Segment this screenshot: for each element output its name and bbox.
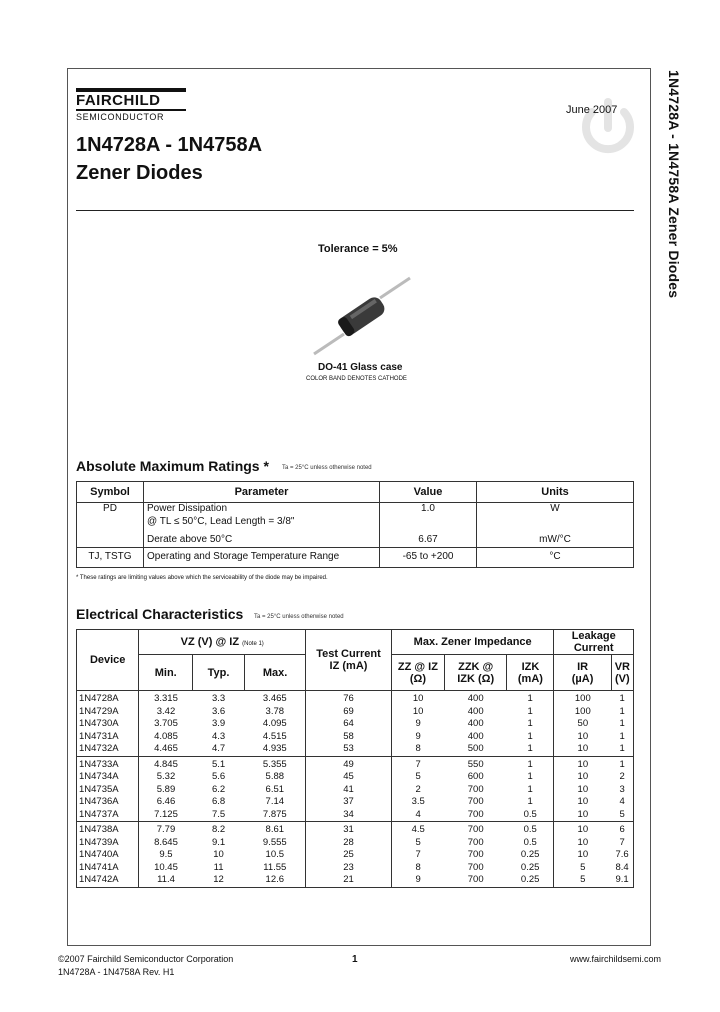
logo-mid-bar bbox=[76, 109, 186, 111]
ir-unit: (µA) bbox=[571, 672, 594, 685]
value-cell: 2 bbox=[611, 771, 633, 784]
value-cell: 10 bbox=[577, 796, 589, 807]
value-cell: 5.32 bbox=[156, 771, 176, 782]
col-impedance-group: Max. Zener Impedance bbox=[391, 630, 554, 655]
value-cell: 8 bbox=[415, 861, 421, 873]
package-note: COLOR BAND DENOTES CATHODE bbox=[306, 376, 407, 382]
value-cell: 8.61 bbox=[245, 822, 306, 837]
value-cell: 9 bbox=[415, 730, 421, 742]
table-row bbox=[77, 862, 634, 875]
value-cell: 4.095 bbox=[245, 718, 306, 731]
value-cell: -65 to +200 bbox=[380, 548, 477, 568]
header-divider bbox=[76, 210, 634, 211]
device-cell: 1N4735A bbox=[77, 784, 139, 797]
footer-page-number: 1 bbox=[352, 954, 358, 965]
symbol-cell: PD bbox=[77, 503, 144, 516]
value-cell bbox=[380, 516, 477, 529]
izk-unit: (mA) bbox=[517, 672, 543, 685]
value-cell: 700 bbox=[467, 836, 484, 848]
value-cell: 23 bbox=[306, 862, 392, 875]
value-cell: 10 bbox=[554, 756, 611, 771]
value-cell: 1 bbox=[611, 706, 633, 719]
value-cell: 9.1 bbox=[211, 836, 226, 848]
fairchild-logo bbox=[76, 88, 186, 122]
value-cell: 3 bbox=[611, 784, 633, 797]
value-cell: 0.25 bbox=[507, 874, 554, 887]
value-cell: 28 bbox=[306, 837, 392, 850]
value-cell: 1 bbox=[611, 731, 633, 744]
value-cell: 1 bbox=[507, 731, 554, 744]
value-cell: 5.89 bbox=[156, 783, 176, 795]
col-parameter: Parameter bbox=[144, 482, 380, 503]
date-label: June 2007 bbox=[566, 104, 618, 116]
value-cell: 400 bbox=[467, 718, 484, 729]
package-label: DO-41 Glass case bbox=[318, 362, 403, 373]
table-row bbox=[77, 771, 634, 784]
logo-text-top: FAIRCHILD bbox=[76, 92, 161, 109]
vr-unit: (V) bbox=[615, 672, 630, 685]
value-cell: 4.7 bbox=[211, 743, 226, 754]
value-cell: 7 bbox=[391, 756, 444, 771]
table-row bbox=[77, 822, 634, 837]
table-row bbox=[77, 706, 634, 719]
device-cell: 1N4731A bbox=[77, 731, 139, 744]
value-cell: 64 bbox=[306, 718, 392, 731]
col-zz bbox=[391, 655, 444, 691]
value-cell: 10 bbox=[577, 730, 589, 742]
table-row bbox=[77, 743, 634, 756]
page-title: 1N4728A - 1N4758A bbox=[76, 134, 263, 156]
abs-ratings-heading: Absolute Maximum Ratings * bbox=[76, 458, 269, 474]
value-cell: 1 bbox=[507, 756, 554, 771]
value-cell: 9.555 bbox=[245, 837, 306, 850]
value-cell: 6.67 bbox=[380, 529, 477, 548]
value-cell: 21 bbox=[306, 874, 392, 887]
col-leakage-group: Leakage Current bbox=[554, 630, 634, 655]
value-cell: 5 bbox=[611, 809, 633, 822]
value-cell: 11.55 bbox=[245, 862, 306, 875]
value-cell: 6 bbox=[611, 822, 633, 837]
footer-website: www.fairchildsemi.com bbox=[570, 954, 662, 964]
value-cell: 7 bbox=[611, 837, 633, 850]
value-cell: 12.6 bbox=[245, 874, 306, 887]
col-zzk bbox=[444, 655, 506, 691]
zz-label: ZZ @ IZ bbox=[397, 660, 438, 673]
value-cell: 37 bbox=[306, 796, 392, 809]
value-cell: 6.46 bbox=[156, 796, 176, 807]
units-cell: W bbox=[477, 503, 634, 516]
table-row bbox=[77, 809, 634, 822]
diode-illustration bbox=[312, 276, 412, 356]
value-cell: 9.1 bbox=[611, 874, 633, 887]
value-cell: 1 bbox=[611, 691, 633, 706]
value-cell: 5.88 bbox=[245, 771, 306, 784]
value-cell: 10 bbox=[554, 822, 611, 837]
value-cell: 10 bbox=[577, 783, 589, 795]
footer-docref: 1N4728A - 1N4758A Rev. H1 bbox=[58, 967, 175, 977]
col-value: Value bbox=[380, 482, 477, 503]
value-cell: 1 bbox=[507, 718, 554, 731]
value-cell: 0.5 bbox=[507, 822, 554, 837]
value-cell: 10 bbox=[577, 836, 589, 848]
device-cell: 1N4734A bbox=[77, 771, 139, 784]
table-row bbox=[77, 756, 634, 771]
value-cell: 4.465 bbox=[154, 743, 178, 754]
symbol-cell bbox=[77, 529, 144, 548]
table-row bbox=[77, 874, 634, 887]
value-cell: 4.515 bbox=[245, 731, 306, 744]
parameter-cell: Operating and Storage Temperature Range bbox=[144, 548, 380, 568]
value-cell: 0.5 bbox=[507, 809, 554, 822]
value-cell: 5.1 bbox=[193, 756, 245, 771]
value-cell: 7.5 bbox=[211, 808, 226, 820]
vz-label: VZ (V) @ IZ bbox=[180, 636, 240, 648]
col-izk bbox=[507, 655, 554, 691]
ir-label: IR bbox=[577, 660, 589, 673]
parameter-cell: Power Dissipation bbox=[144, 503, 380, 516]
value-cell: 1 bbox=[507, 784, 554, 797]
value-cell: 2 bbox=[415, 783, 421, 795]
device-cell: 1N4736A bbox=[77, 796, 139, 809]
value-cell: 49 bbox=[306, 756, 392, 771]
value-cell: 4.935 bbox=[245, 743, 306, 756]
value-cell: 9 bbox=[391, 874, 444, 887]
value-cell: 6.8 bbox=[211, 796, 226, 807]
value-cell: 31 bbox=[306, 822, 392, 837]
value-cell: 700 bbox=[467, 861, 484, 873]
value-cell: 7.14 bbox=[245, 796, 306, 809]
value-cell: 4.085 bbox=[154, 730, 178, 742]
value-cell: 11 bbox=[213, 861, 224, 873]
value-cell: 12 bbox=[193, 874, 245, 887]
abs-ratings-footnote: * These ratings are limiting values above which the serviceability of the diode may be impaired. bbox=[76, 575, 328, 581]
value-cell: 8.4 bbox=[611, 862, 633, 875]
value-cell: 4.845 bbox=[139, 756, 193, 771]
col-vz-group bbox=[139, 630, 306, 655]
value-cell: 7.875 bbox=[245, 809, 306, 822]
value-cell: 700 bbox=[467, 796, 484, 807]
page-subtitle: Zener Diodes bbox=[76, 162, 203, 184]
col-test-current bbox=[306, 630, 392, 691]
test-current-unit: IZ (mA) bbox=[329, 660, 368, 672]
col-typ: Typ. bbox=[193, 655, 245, 691]
value-cell: 3.5 bbox=[411, 796, 425, 807]
vr-label: VR bbox=[614, 660, 630, 673]
electrical-condition: Ta = 25°C unless otherwise noted bbox=[254, 614, 344, 620]
abs-ratings-condition: Ta = 25°C unless otherwise noted bbox=[282, 465, 372, 471]
device-cell: 1N4728A bbox=[77, 691, 139, 706]
value-cell: 10 bbox=[577, 743, 589, 754]
table-row bbox=[77, 837, 634, 850]
value-cell: 400 bbox=[467, 705, 484, 717]
value-cell: 3.705 bbox=[154, 718, 178, 729]
value-cell: 5 bbox=[580, 861, 586, 873]
value-cell: 600 bbox=[467, 771, 484, 782]
table-row bbox=[77, 849, 634, 862]
izk-label: IZK bbox=[521, 660, 540, 673]
value-cell: 25 bbox=[306, 849, 392, 862]
device-cell: 1N4732A bbox=[77, 743, 139, 756]
device-cell: 1N4729A bbox=[77, 706, 139, 719]
value-cell: 5 bbox=[554, 874, 611, 887]
value-cell: 3.3 bbox=[211, 693, 226, 704]
value-cell: 1.0 bbox=[380, 503, 477, 516]
value-cell: 4.3 bbox=[211, 730, 226, 742]
value-cell: 3.9 bbox=[211, 718, 226, 729]
table-row bbox=[77, 691, 634, 706]
value-cell: 700 bbox=[467, 783, 484, 795]
value-cell: 4.5 bbox=[391, 822, 444, 837]
value-cell: 6.2 bbox=[211, 783, 226, 795]
table-row bbox=[77, 796, 634, 809]
value-cell: 3.78 bbox=[245, 706, 306, 719]
value-cell: 6.51 bbox=[245, 784, 306, 797]
value-cell: 7.125 bbox=[154, 808, 178, 820]
col-max: Max. bbox=[245, 655, 306, 691]
value-cell: 11.4 bbox=[139, 874, 193, 887]
value-cell: 50 bbox=[577, 718, 589, 729]
device-cell: 1N4739A bbox=[77, 837, 139, 850]
value-cell: 4 bbox=[611, 796, 633, 809]
vz-note: (Note 1) bbox=[242, 641, 264, 647]
col-min: Min. bbox=[139, 655, 193, 691]
symbol-cell: TJ, TSTG bbox=[77, 548, 144, 568]
value-cell: 10 bbox=[213, 849, 224, 860]
value-cell: 700 bbox=[444, 874, 506, 887]
value-cell: 58 bbox=[306, 731, 392, 744]
sidebar-text: 1N4728A - 1N4758A Zener Diodes bbox=[666, 70, 682, 299]
value-cell: 1 bbox=[611, 743, 633, 756]
value-cell: 5.6 bbox=[211, 771, 226, 782]
value-cell: 3.6 bbox=[211, 705, 226, 717]
units-cell: mW/°C bbox=[477, 529, 634, 548]
electrical-table-body bbox=[77, 691, 634, 888]
col-vr bbox=[611, 655, 633, 691]
value-cell: 0.25 bbox=[507, 849, 554, 862]
value-cell: 1 bbox=[611, 756, 633, 771]
value-cell: 1 bbox=[507, 771, 554, 784]
zzk-unit: IZK (Ω) bbox=[457, 672, 495, 685]
value-cell: 8.2 bbox=[193, 822, 245, 837]
value-cell: 100 bbox=[574, 705, 591, 717]
value-cell: 500 bbox=[467, 743, 484, 754]
value-cell: 700 bbox=[444, 822, 506, 837]
value-cell: 76 bbox=[306, 691, 392, 706]
value-cell: 10 bbox=[412, 705, 424, 717]
value-cell: 41 bbox=[306, 784, 392, 797]
value-cell: 3.315 bbox=[154, 693, 178, 704]
footer-copyright: ©2007 Fairchild Semiconductor Corporation bbox=[58, 954, 234, 964]
table-row bbox=[77, 718, 634, 731]
value-cell: 7.6 bbox=[611, 849, 633, 862]
value-cell: 8.645 bbox=[154, 836, 178, 848]
value-cell: 10 bbox=[577, 849, 589, 860]
device-cell: 1N4740A bbox=[77, 849, 139, 862]
value-cell: 9 bbox=[415, 718, 421, 729]
value-cell: 1 bbox=[507, 743, 554, 756]
device-cell: 1N4733A bbox=[77, 756, 139, 771]
tolerance-label: Tolerance = 5% bbox=[318, 243, 398, 255]
electrical-heading: Electrical Characteristics bbox=[76, 606, 244, 622]
value-cell: 0.5 bbox=[507, 837, 554, 850]
electrical-table bbox=[76, 629, 634, 888]
value-cell: 550 bbox=[444, 756, 506, 771]
value-cell: 1 bbox=[507, 691, 554, 706]
value-cell: 1 bbox=[507, 796, 554, 809]
value-cell: 5 bbox=[415, 771, 421, 782]
value-cell: 9.5 bbox=[159, 849, 173, 860]
device-cell: 1N4730A bbox=[77, 718, 139, 731]
value-cell: 3.465 bbox=[245, 691, 306, 706]
value-cell: 700 bbox=[467, 808, 484, 820]
value-cell: 8 bbox=[415, 743, 421, 754]
col-ir bbox=[554, 655, 611, 691]
value-cell: 10.45 bbox=[154, 861, 178, 873]
symbol-cell bbox=[77, 516, 144, 529]
value-cell: 10.5 bbox=[245, 849, 306, 862]
value-cell: 69 bbox=[306, 706, 392, 719]
table-row bbox=[77, 731, 634, 744]
value-cell: 7 bbox=[415, 849, 421, 860]
col-device: Device bbox=[77, 630, 139, 691]
value-cell: 700 bbox=[467, 849, 484, 860]
value-cell: 45 bbox=[306, 771, 392, 784]
value-cell: 400 bbox=[467, 693, 484, 704]
value-cell: 53 bbox=[306, 743, 392, 756]
device-cell: 1N4741A bbox=[77, 862, 139, 875]
zz-unit: (Ω) bbox=[409, 672, 426, 685]
value-cell: 1 bbox=[507, 706, 554, 719]
value-cell: 10 bbox=[577, 808, 589, 820]
test-current-label: Test Current bbox=[316, 648, 381, 660]
device-cell: 1N4742A bbox=[77, 874, 139, 887]
abs-ratings-table bbox=[76, 481, 634, 568]
zzk-label: ZZK @ bbox=[458, 660, 494, 673]
sidebar-title bbox=[652, 68, 688, 328]
value-cell: 7.79 bbox=[139, 822, 193, 837]
units-cell bbox=[477, 516, 634, 529]
value-cell: 0.25 bbox=[507, 862, 554, 875]
value-cell: 1 bbox=[611, 718, 633, 731]
units-cell: °C bbox=[477, 548, 634, 568]
device-cell: 1N4737A bbox=[77, 809, 139, 822]
col-units: Units bbox=[477, 482, 634, 503]
table-row bbox=[77, 784, 634, 797]
parameter-cell: Derate above 50°C bbox=[144, 529, 380, 548]
value-cell: 34 bbox=[306, 809, 392, 822]
value-cell: 10 bbox=[412, 693, 424, 704]
value-cell: 5.355 bbox=[245, 756, 306, 771]
value-cell: 5 bbox=[415, 836, 421, 848]
value-cell: 4 bbox=[415, 808, 421, 820]
parameter-cell: @ TL ≤ 50°C, Lead Length = 3/8" bbox=[144, 516, 380, 529]
logo-text-bottom: SEMICONDUCTOR bbox=[76, 112, 165, 122]
value-cell: 400 bbox=[467, 730, 484, 742]
value-cell: 10 bbox=[577, 771, 589, 782]
value-cell: 3.42 bbox=[156, 705, 176, 717]
value-cell: 100 bbox=[574, 693, 591, 704]
device-cell: 1N4738A bbox=[77, 822, 139, 837]
col-symbol: Symbol bbox=[77, 482, 144, 503]
